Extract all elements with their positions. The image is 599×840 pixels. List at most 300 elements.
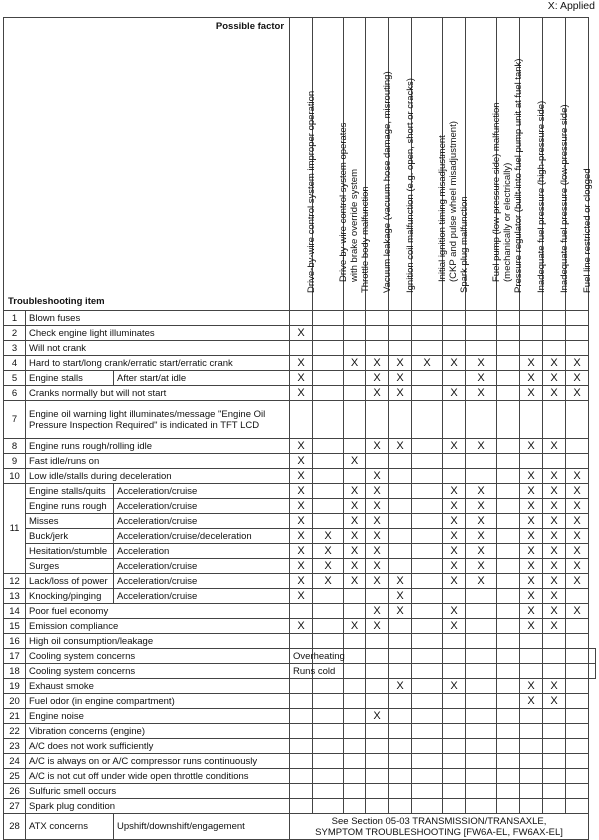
troubleshooting-item: Low idle/stalls during deceleration [26, 469, 290, 484]
applied-mark [543, 401, 566, 439]
table-row [4, 739, 596, 754]
applied-mark: X [520, 371, 543, 386]
applied-mark [520, 341, 543, 356]
item-condition: After start/at idle [114, 371, 290, 386]
applied-mark [344, 371, 366, 386]
factor-label [582, 13, 593, 293]
applied-mark [497, 589, 520, 604]
row-number: 9 [4, 454, 26, 469]
applied-mark [313, 311, 344, 326]
applied-mark: X [344, 499, 366, 514]
applied-mark [497, 799, 520, 814]
table-row [4, 514, 596, 529]
troubleshooting-item-label: Troubleshooting item [8, 296, 105, 307]
applied-mark [389, 649, 412, 664]
applied-mark: X [443, 679, 466, 694]
applied-mark: X [543, 589, 566, 604]
applied-mark [543, 769, 566, 784]
applied-mark: X [344, 529, 366, 544]
table-row [4, 649, 596, 664]
applied-mark [389, 326, 412, 341]
applied-mark [412, 589, 443, 604]
applied-mark: X [366, 544, 389, 559]
applied-mark [466, 694, 497, 709]
row-number: 24 [4, 754, 26, 769]
applied-mark: X [543, 371, 566, 386]
applied-mark: X [412, 356, 443, 371]
reference-note-line: SYMPTOM TROUBLESHOOTING [FW6A-EL, FW6AX-EL] [315, 826, 563, 838]
applied-mark [520, 799, 543, 814]
applied-mark: X [520, 544, 543, 559]
applied-mark [443, 341, 466, 356]
applied-mark [412, 754, 443, 769]
applied-mark [543, 634, 566, 649]
applied-mark: X [366, 386, 389, 401]
applied-mark: X [543, 529, 566, 544]
applied-mark [412, 499, 443, 514]
applied-mark [412, 311, 443, 326]
factor-label-line: Ignition coil malfunction (e.g. open, short or cracks) [405, 78, 417, 293]
applied-mark: X [543, 574, 566, 589]
applied-mark: X [543, 604, 566, 619]
applied-mark: X [520, 386, 543, 401]
applied-mark [344, 784, 366, 799]
item-condition: Acceleration/cruise [114, 499, 290, 514]
applied-mark: X [543, 356, 566, 371]
applied-mark [366, 784, 389, 799]
applied-mark [366, 694, 389, 709]
factor-header-11 [543, 18, 571, 311]
table-row [4, 544, 596, 559]
table-row [4, 754, 596, 769]
table-row [4, 499, 596, 514]
applied-mark [443, 799, 466, 814]
applied-mark [366, 634, 389, 649]
applied-mark: X [466, 484, 497, 499]
applied-mark: X [520, 356, 543, 371]
troubleshooting-item: Hesitation/stumble [26, 544, 114, 559]
factor-label-line: with brake override system [349, 169, 361, 282]
applied-mark [290, 769, 313, 784]
row-number: 5 [4, 371, 26, 386]
applied-mark: X [543, 694, 566, 709]
row-number: 23 [4, 739, 26, 754]
applied-mark [543, 799, 566, 814]
applied-mark: X [290, 559, 313, 574]
applied-mark [313, 499, 344, 514]
applied-mark: X [443, 499, 466, 514]
applied-mark [313, 356, 344, 371]
applied-mark [366, 341, 389, 356]
applied-mark [344, 649, 366, 664]
reference-note-line: See Section 05-03 TRANSMISSION/TRANSAXLE, [331, 815, 547, 827]
applied-mark: X [520, 484, 543, 499]
applied-mark [497, 634, 520, 649]
applied-mark: X [543, 559, 566, 574]
applied-mark [290, 341, 313, 356]
applied-mark [389, 784, 412, 799]
applied-mark [543, 739, 566, 754]
applied-mark [313, 739, 344, 754]
applied-mark [497, 679, 520, 694]
applied-mark [313, 784, 344, 799]
applied-mark: X [290, 386, 313, 401]
row-number: 13 [4, 589, 26, 604]
table-row [4, 401, 596, 439]
applied-mark [412, 709, 443, 724]
applied-mark [344, 604, 366, 619]
applied-mark: X [466, 514, 497, 529]
applied-mark: X [520, 679, 543, 694]
troubleshooting-item: Sulfuric smell occurs [26, 784, 290, 799]
applied-mark: X [566, 544, 589, 559]
applied-mark [520, 754, 543, 769]
troubleshooting-item: Lack/loss of power [26, 574, 114, 589]
table-row [4, 589, 596, 604]
applied-mark [412, 634, 443, 649]
applied-mark: X [313, 559, 344, 574]
row-number: 22 [4, 724, 26, 739]
applied-mark [412, 769, 443, 784]
applied-mark [543, 326, 566, 341]
applied-mark [520, 311, 543, 326]
row-number: 26 [4, 784, 26, 799]
row-number: 8 [4, 439, 26, 454]
applied-mark [344, 694, 366, 709]
applied-mark [466, 784, 497, 799]
applied-mark: X [389, 589, 412, 604]
table-row [4, 664, 596, 679]
applied-mark: X [543, 544, 566, 559]
applied-mark [313, 604, 344, 619]
applied-mark [566, 724, 589, 739]
table-row [4, 559, 596, 574]
applied-mark [366, 649, 389, 664]
applied-mark [520, 709, 543, 724]
row-number: 12 [4, 574, 26, 589]
applied-mark: X [520, 499, 543, 514]
applied-mark [566, 311, 589, 326]
applied-mark [497, 619, 520, 634]
applied-mark: X [389, 439, 412, 454]
table-row [4, 469, 596, 484]
applied-mark: X [344, 544, 366, 559]
applied-mark [313, 341, 344, 356]
factor-label-line: Throttle body malfunction [359, 186, 371, 293]
applied-mark [366, 454, 389, 469]
applied-mark [497, 574, 520, 589]
applied-mark: X [443, 356, 466, 371]
applied-mark [344, 401, 366, 439]
applied-mark: X [566, 514, 589, 529]
item-condition: Acceleration/cruise [114, 514, 290, 529]
applied-mark [389, 469, 412, 484]
factor-header-1 [290, 18, 318, 311]
item-condition: Acceleration/cruise [114, 484, 290, 499]
applied-mark [497, 371, 520, 386]
applied-mark [366, 799, 389, 814]
troubleshooting-item: Cooling system concerns [26, 649, 290, 664]
applied-mark [497, 604, 520, 619]
applied-mark [366, 724, 389, 739]
factor-header-2 [313, 18, 361, 311]
applied-mark [313, 754, 344, 769]
applied-mark [566, 754, 589, 769]
reference-note [290, 814, 589, 840]
applied-mark [313, 371, 344, 386]
applied-mark: X [290, 454, 313, 469]
applied-mark [344, 469, 366, 484]
applied-mark: X [344, 619, 366, 634]
applied-mark [497, 769, 520, 784]
applied-mark [313, 514, 344, 529]
applied-mark: X [290, 469, 313, 484]
applied-mark: X [344, 484, 366, 499]
applied-mark: X [466, 439, 497, 454]
applied-mark: X [443, 559, 466, 574]
applied-mark: X [443, 604, 466, 619]
item-condition: Acceleration/cruise/deceleration [114, 529, 290, 544]
row-number: 28 [4, 814, 26, 840]
applied-mark: X [566, 529, 589, 544]
applied-mark: X [520, 574, 543, 589]
troubleshooting-item: Engine runs rough [26, 499, 114, 514]
applied-mark: X [443, 514, 466, 529]
applied-mark [497, 326, 520, 341]
applied-mark [543, 754, 566, 769]
factor-label-line: Inadequate fuel pressure (low-pressure side) [559, 104, 571, 293]
applied-mark [344, 664, 366, 679]
applied-mark: X [290, 439, 313, 454]
applied-mark [290, 724, 313, 739]
applied-mark [313, 799, 344, 814]
applied-mark [443, 649, 466, 664]
applied-mark [290, 694, 313, 709]
applied-mark [313, 439, 344, 454]
applied-mark: X [520, 604, 543, 619]
applied-mark [344, 386, 366, 401]
applied-mark [443, 769, 466, 784]
factor-label-line: Drive-by-wire control system operates [338, 122, 350, 282]
troubleshooting-item: Misses [26, 514, 114, 529]
applied-mark [344, 769, 366, 784]
applied-mark [412, 664, 443, 679]
applied-mark [313, 484, 344, 499]
applied-mark [497, 784, 520, 799]
applied-mark [520, 401, 543, 439]
applied-mark: X [443, 386, 466, 401]
applied-mark [313, 401, 344, 439]
troubleshooting-item: A/C is always on or A/C compressor runs continuously [26, 754, 290, 769]
applied-mark [313, 709, 344, 724]
row-number: 21 [4, 709, 26, 724]
applied-mark: X [520, 439, 543, 454]
factor-header-9 [497, 18, 525, 311]
applied-mark [497, 341, 520, 356]
applied-mark: X [466, 544, 497, 559]
table-row [4, 529, 596, 544]
applied-mark [412, 649, 443, 664]
factor-header-4 [366, 18, 394, 311]
applied-mark [443, 634, 466, 649]
applied-mark [497, 739, 520, 754]
applied-mark: X [344, 574, 366, 589]
applied-mark [412, 574, 443, 589]
applied-mark [566, 401, 589, 439]
table-row [4, 311, 596, 326]
troubleshooting-item: A/C is not cut off under wide open throttle conditions [26, 769, 290, 784]
applied-mark [520, 664, 543, 679]
table-row [4, 724, 596, 739]
applied-mark: X [290, 499, 313, 514]
applied-mark [412, 799, 443, 814]
applied-mark: X [566, 559, 589, 574]
applied-mark: X [566, 499, 589, 514]
applied-mark: X [290, 326, 313, 341]
troubleshooting-item: Engine stalls/quits [26, 484, 114, 499]
applied-mark [412, 514, 443, 529]
row-number: 1 [4, 311, 26, 326]
factor-header-3 [344, 18, 371, 311]
applied-mark [366, 311, 389, 326]
applied-mark [389, 341, 412, 356]
applied-mark: X [443, 484, 466, 499]
applied-mark [412, 469, 443, 484]
table-row [4, 679, 596, 694]
applied-mark [443, 589, 466, 604]
applied-mark [344, 439, 366, 454]
applied-mark [313, 619, 344, 634]
applied-mark [389, 769, 412, 784]
applied-mark [412, 529, 443, 544]
applied-mark [466, 799, 497, 814]
applied-mark [389, 311, 412, 326]
applied-mark: X [366, 619, 389, 634]
applied-mark [412, 679, 443, 694]
applied-mark: X [566, 386, 589, 401]
troubleshooting-item: Engine runs rough/rolling idle [26, 439, 290, 454]
applied-mark [497, 484, 520, 499]
row-number: 4 [4, 356, 26, 371]
applied-mark: X [543, 386, 566, 401]
applied-mark: X [543, 439, 566, 454]
row-number: 19 [4, 679, 26, 694]
applied-mark [566, 634, 589, 649]
applied-mark: X [344, 559, 366, 574]
applied-mark [466, 619, 497, 634]
troubleshooting-item: Blown fuses [26, 311, 290, 326]
applied-mark [389, 664, 412, 679]
applied-mark [466, 664, 497, 679]
applied-mark: X [290, 371, 313, 386]
item-condition: Runs cold [290, 664, 313, 679]
applied-mark: X [543, 484, 566, 499]
factor-header-7 [443, 18, 471, 311]
applied-mark [313, 589, 344, 604]
applied-mark [589, 649, 596, 664]
troubleshooting-item: Hard to start/long crank/erratic start/erratic crank [26, 356, 290, 371]
applied-mark [520, 769, 543, 784]
applied-mark [520, 784, 543, 799]
table-row [4, 439, 596, 454]
applied-mark [290, 634, 313, 649]
applied-mark [497, 664, 520, 679]
applied-mark: X [543, 679, 566, 694]
applied-mark [344, 589, 366, 604]
applied-mark [466, 326, 497, 341]
applied-mark [290, 799, 313, 814]
applied-mark [566, 649, 589, 664]
applied-mark [313, 694, 344, 709]
applied-mark [366, 754, 389, 769]
applied-mark: X [290, 574, 313, 589]
applied-mark [543, 454, 566, 469]
applied-mark [412, 326, 443, 341]
factor-label-line: Initial ignition timing misadjustment [437, 135, 449, 282]
applied-mark: X [543, 514, 566, 529]
applied-mark [389, 499, 412, 514]
factor-label-line: (mechanically or electrically) [502, 162, 514, 282]
applied-mark [566, 679, 589, 694]
item-condition: Acceleration [114, 544, 290, 559]
applied-mark [520, 649, 543, 664]
applied-mark: X [466, 559, 497, 574]
applied-mark [589, 664, 596, 679]
applied-mark [313, 679, 344, 694]
applied-mark [313, 769, 344, 784]
applied-mark: X [389, 371, 412, 386]
applied-mark [389, 401, 412, 439]
applied-mark [543, 311, 566, 326]
row-number: 14 [4, 604, 26, 619]
applied-mark: X [344, 356, 366, 371]
applied-mark: X [290, 544, 313, 559]
applied-mark: X [520, 589, 543, 604]
applied-mark [566, 326, 589, 341]
applied-mark [443, 709, 466, 724]
applied-mark: X [366, 371, 389, 386]
applied-mark [443, 371, 466, 386]
row-number: 6 [4, 386, 26, 401]
factor-label-line: Vacuum leakage (vacuum hose damage, misrouting) [382, 71, 394, 293]
applied-mark [366, 664, 389, 679]
applied-mark: X [313, 544, 344, 559]
troubleshooting-table [3, 17, 596, 840]
troubleshooting-item: Vibration concerns (engine) [26, 724, 290, 739]
applied-mark [366, 769, 389, 784]
applied-mark: X [520, 694, 543, 709]
applied-mark [520, 634, 543, 649]
applied-mark: X [366, 469, 389, 484]
applied-mark [344, 724, 366, 739]
applied-mark [389, 724, 412, 739]
table-row [4, 814, 596, 840]
applied-mark [389, 754, 412, 769]
applied-mark: X [566, 356, 589, 371]
applied-mark: X [466, 499, 497, 514]
row-number: 11 [4, 484, 26, 574]
applied-mark [290, 739, 313, 754]
applied-mark: X [290, 619, 313, 634]
applied-mark: X [389, 356, 412, 371]
applied-mark [497, 529, 520, 544]
applied-mark [412, 386, 443, 401]
applied-mark [290, 784, 313, 799]
applied-mark [497, 709, 520, 724]
factor-header-6 [412, 18, 460, 311]
applied-mark [412, 604, 443, 619]
applied-mark: X [366, 559, 389, 574]
